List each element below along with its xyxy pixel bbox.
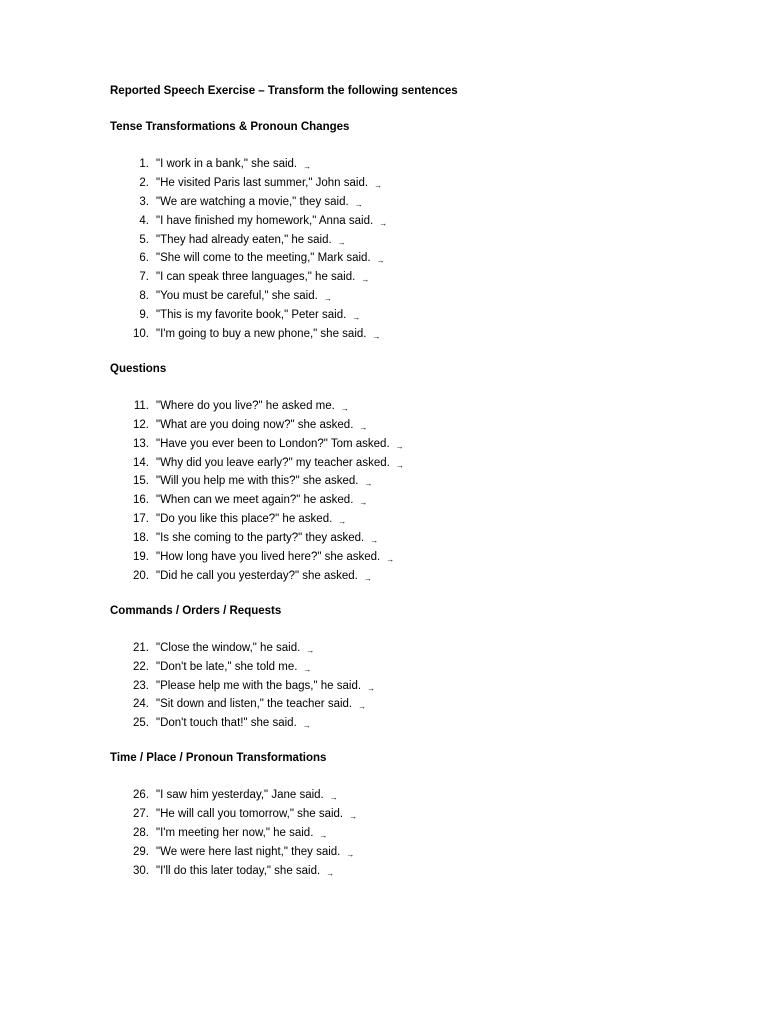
item-number: 26.: [133, 789, 149, 802]
exercise-item: [110, 786, 730, 805]
exercise-item: [110, 306, 730, 325]
right-arrow-icon: →: [302, 721, 311, 731]
item-sentence: [156, 862, 334, 882]
item-sentence-text: "Is she coming to the party?" they asked.: [156, 532, 365, 545]
right-arrow-icon: →: [329, 793, 338, 803]
item-sentence-text: "I saw him yesterday," Jane said.: [156, 789, 324, 802]
section-heading-commands-orders-requests: Commands / Orders / Requests: [110, 604, 282, 617]
item-number: 4.: [139, 214, 149, 227]
item-sentence-text: "I'm going to buy a new phone," she said.: [156, 328, 367, 341]
item-sentence-text: "I can speak three languages," he said.: [156, 271, 356, 284]
exercise-item: [110, 548, 730, 567]
item-sentence: [156, 786, 338, 806]
item-number: 15.: [133, 475, 149, 488]
exercise-item: [110, 567, 730, 586]
item-sentence: [156, 567, 372, 587]
item-sentence: [156, 287, 332, 307]
item-sentence: [156, 174, 382, 194]
right-arrow-icon: →: [364, 479, 373, 489]
item-number: 8.: [139, 290, 149, 303]
right-arrow-icon: →: [354, 199, 363, 209]
item-sentence: [156, 639, 314, 659]
exercise-item: [110, 658, 730, 677]
right-arrow-icon: →: [337, 237, 346, 247]
right-arrow-icon: →: [323, 294, 332, 304]
right-arrow-icon: →: [370, 536, 379, 546]
item-sentence-text: "How long have you lived here?" she asked.: [156, 551, 381, 564]
exercise-item: [110, 529, 730, 548]
exercise-list: [110, 397, 730, 586]
item-number: 20.: [133, 569, 149, 582]
section-heading-tense-transformations-pronoun-changes: Tense Transformations & Pronoun Changes: [110, 121, 350, 133]
item-sentence: [156, 231, 346, 251]
exercise-item: [110, 435, 730, 454]
right-arrow-icon: →: [363, 573, 372, 583]
exercise-item: [110, 862, 730, 881]
item-sentence: [156, 677, 375, 697]
exercise-item: [110, 491, 730, 510]
item-sentence-text: "Don't touch that!" she said.: [156, 717, 297, 730]
right-arrow-icon: →: [303, 162, 312, 171]
item-sentence-text: "Will you help me with this?" she asked.: [156, 475, 359, 488]
item-sentence: [156, 212, 387, 232]
item-sentence-text: "You must be careful," she said.: [156, 290, 318, 303]
exercise-sections: [110, 119, 730, 881]
right-arrow-icon: →: [395, 460, 404, 470]
item-sentence-text: "We are watching a movie," they said.: [156, 195, 349, 208]
exercise-item: [110, 193, 730, 212]
item-sentence-text: "This is my favorite book," Peter said.: [156, 309, 347, 322]
item-sentence-text: "Close the window," he said.: [156, 641, 301, 654]
item-sentence-text: "They had already eaten," he said.: [156, 233, 332, 246]
item-number: 1.: [139, 158, 149, 170]
exercise-item: [110, 155, 730, 174]
item-sentence: [156, 510, 346, 530]
item-sentence: [156, 695, 366, 715]
item-number: 29.: [133, 845, 149, 858]
right-arrow-icon: →: [376, 256, 385, 266]
item-sentence-text: "Don't be late," she told me.: [156, 660, 298, 673]
right-arrow-icon: →: [395, 441, 404, 451]
right-arrow-icon: →: [349, 812, 358, 822]
document-title: Reported Speech Exercise – Transform the following sentences: [110, 85, 458, 97]
right-arrow-icon: →: [340, 403, 349, 413]
item-number: 14.: [133, 456, 149, 469]
right-arrow-icon: →: [352, 313, 361, 323]
item-sentence: [156, 805, 357, 825]
item-number: 25.: [133, 717, 149, 730]
exercise-item: [110, 714, 730, 733]
item-number: 16.: [133, 494, 149, 507]
item-sentence-text: "When can we meet again?" he asked.: [156, 494, 354, 507]
exercise-item: [110, 695, 730, 714]
item-sentence: [156, 548, 394, 568]
right-arrow-icon: →: [319, 831, 328, 841]
item-sentence: [156, 397, 349, 417]
right-arrow-icon: →: [306, 645, 315, 655]
item-sentence: [156, 306, 360, 326]
right-arrow-icon: →: [386, 555, 395, 565]
item-sentence-text: "I'll do this later today," she said.: [156, 864, 321, 877]
section-heading-time-place-pronoun-transformations: Time / Place / Pronoun Transformations: [110, 752, 327, 765]
item-number: 3.: [139, 195, 149, 208]
exercise-item: [110, 454, 730, 473]
exercise-item: [110, 639, 730, 658]
exercise-item: [110, 472, 730, 491]
item-sentence: [156, 714, 311, 734]
right-arrow-icon: →: [338, 517, 347, 527]
exercise-item: [110, 212, 730, 231]
item-number: 30.: [133, 864, 149, 877]
item-sentence-text: "I'm meeting her now," he said.: [156, 827, 314, 840]
item-number: 6.: [139, 252, 149, 265]
item-sentence-text: "I have finished my homework," Anna said.: [156, 214, 374, 227]
item-sentence-text: "He will call you tomorrow," she said.: [156, 808, 344, 821]
item-sentence: [156, 268, 369, 288]
exercise-item: [110, 268, 730, 287]
item-sentence: [156, 193, 363, 213]
exercise-item: [110, 325, 730, 344]
item-number: 21.: [133, 641, 149, 654]
section-heading-questions: Questions: [110, 362, 167, 375]
right-arrow-icon: →: [346, 849, 355, 859]
item-sentence-text: "I work in a bank," she said.: [156, 158, 298, 170]
document-content: [110, 83, 730, 881]
item-sentence-text: "Did he call you yesterday?" she asked.: [156, 569, 358, 582]
item-number: 9.: [139, 309, 149, 322]
item-number: 12.: [133, 418, 149, 431]
exercise-item: [110, 416, 730, 435]
item-sentence: [156, 529, 378, 549]
right-arrow-icon: →: [374, 180, 383, 190]
item-number: 2.: [139, 176, 149, 189]
exercise-item: [110, 677, 730, 696]
item-number: 17.: [133, 513, 149, 526]
item-sentence: [156, 416, 367, 436]
item-number: 18.: [133, 532, 149, 545]
item-number: 10.: [133, 328, 149, 341]
right-arrow-icon: →: [303, 664, 312, 674]
item-number: 13.: [133, 437, 149, 450]
item-sentence: [156, 824, 327, 844]
right-arrow-icon: →: [379, 218, 388, 228]
item-number: 27.: [133, 808, 149, 821]
item-sentence-text: "What are you doing now?" she asked.: [156, 418, 354, 431]
item-number: 28.: [133, 827, 149, 840]
item-number: 11.: [133, 399, 149, 412]
item-sentence: [156, 491, 367, 511]
right-arrow-icon: →: [326, 868, 335, 878]
item-number: 24.: [133, 698, 149, 711]
item-number: 7.: [139, 271, 149, 284]
right-arrow-icon: →: [361, 275, 370, 285]
item-number: 5.: [139, 233, 149, 246]
item-sentence: [156, 454, 404, 474]
exercise-item: [110, 174, 730, 193]
item-sentence: [156, 472, 372, 492]
item-sentence-text: "Why did you leave early?" my teacher asked.: [156, 456, 390, 469]
right-arrow-icon: →: [359, 498, 368, 508]
right-arrow-icon: →: [359, 422, 368, 432]
item-sentence-text: "She will come to the meeting," Mark said.: [156, 252, 371, 265]
exercise-item: [110, 249, 730, 268]
item-number: 19.: [133, 551, 149, 564]
exercise-item: [110, 510, 730, 529]
right-arrow-icon: →: [372, 332, 381, 342]
exercise-list: [110, 786, 730, 880]
item-sentence: [156, 843, 354, 863]
item-sentence-text: "Where do you live?" he asked me.: [156, 399, 335, 412]
item-sentence: [156, 435, 404, 455]
item-number: 23.: [133, 679, 149, 692]
right-arrow-icon: →: [358, 702, 367, 712]
item-sentence-text: "He visited Paris last summer," John said.: [156, 176, 369, 189]
item-sentence: [156, 325, 380, 345]
item-sentence-text: "Sit down and listen," the teacher said.: [156, 698, 353, 711]
item-number: 22.: [133, 660, 149, 673]
exercise-list: [110, 155, 730, 344]
item-sentence-text: "Please help me with the bags," he said.: [156, 679, 362, 692]
exercise-list: [110, 639, 730, 733]
exercise-item: [110, 843, 730, 862]
exercise-item: [110, 231, 730, 250]
item-sentence-text: "We were here last night," they said.: [156, 845, 341, 858]
item-sentence-text: "Have you ever been to London?" Tom asked.: [156, 437, 390, 450]
item-sentence: [156, 658, 311, 678]
item-sentence-text: "Do you like this place?" he asked.: [156, 513, 333, 526]
exercise-item: [110, 824, 730, 843]
item-sentence: [156, 155, 311, 175]
exercise-item: [110, 287, 730, 306]
exercise-item: [110, 397, 730, 416]
exercise-item: [110, 805, 730, 824]
right-arrow-icon: →: [367, 683, 376, 693]
item-sentence: [156, 249, 385, 269]
